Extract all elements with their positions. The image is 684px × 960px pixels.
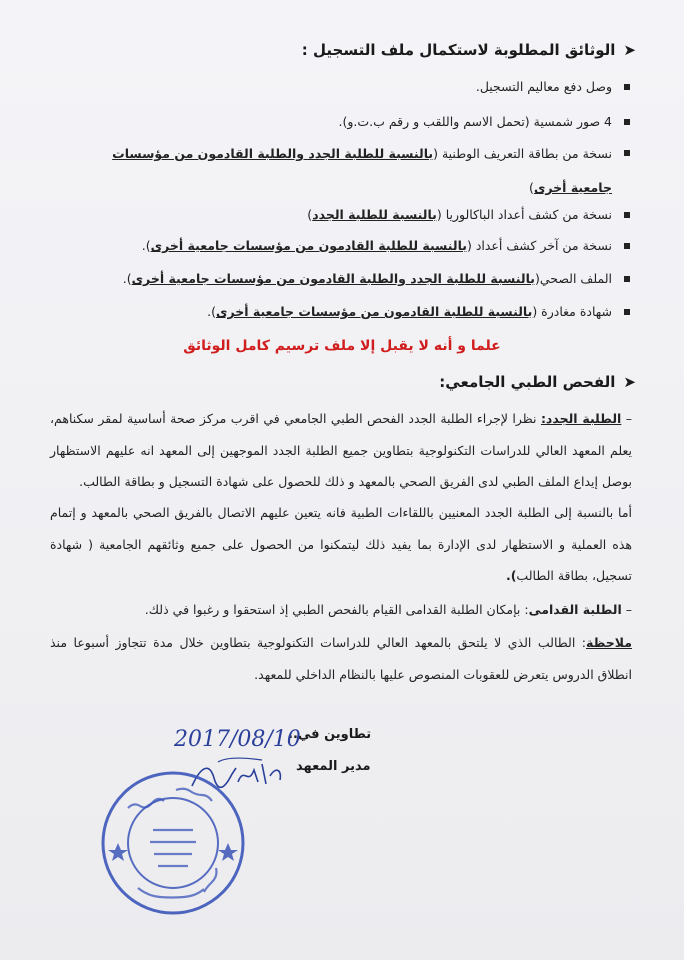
item-text: نسخة من كشف أعداد الباكالوريا ( (436, 207, 612, 222)
item-text: شهادة مغادرة ( (532, 304, 612, 319)
dash: – (621, 602, 632, 617)
paragraph-text: أما بالنسبة إلى الطلبة الجدد المعنيين باللقاءات الطبية فانه يتعين عليهم الاتصال بالفريق الصحي بالمعهد و إتمام هذه العملية و الاستظهار لدى الإدارة بما يفيد ذلك ليتمكنوا من الحصول على جميع وثائقهم الجامعية ( شهادة تسجيل، بطاقة الطالب (50, 505, 632, 583)
place-date-label: تطاوين في.. (288, 727, 372, 742)
director-title: مدير المعهد (296, 759, 371, 774)
paragraph-label: ملاحظة (586, 635, 632, 650)
official-stamp (98, 768, 248, 918)
item-emphasis: بالنسبة للطلبة الجدد والطلبة القادمون من مؤسسات (112, 146, 434, 161)
medical-exam-heading (439, 373, 636, 391)
item-emphasis: جامعية أخرى (533, 180, 612, 195)
item-text: نسخة من آخر كشف أعداد ( (466, 238, 612, 253)
director-label (296, 759, 371, 774)
item-emphasis: بالنسبة للطلبة الجدد والطلبة القادمون من مؤسسات جامعية أخرى (131, 271, 535, 286)
square-bullet-icon (624, 212, 630, 218)
date-text: 2017/08/10 (174, 727, 301, 752)
heading-text: الوثائق المطلوبة لاستكمال ملف التسجيل : (301, 41, 616, 59)
item-emphasis: بالنسبة للطلبة الجدد (312, 207, 437, 222)
square-bullet-icon (624, 119, 630, 125)
item-text: ). (141, 238, 151, 253)
note-paragraph (50, 627, 632, 690)
square-bullet-icon (624, 150, 630, 156)
arrow-bullet-icon: ➤ (623, 41, 636, 59)
document-item (70, 299, 612, 325)
required-documents-heading (302, 41, 636, 59)
paragraph-text: : الطالب الذي لا يلتحق بالمعهد العالي للدراسات التكنولوجية بتطاوين خلال مدة تتجاوز أسبوعا منذ انطلاق الدروس يتعرض للعقوبات المنصوص عليها بالنظام الداخلي للمعهد. (50, 635, 632, 682)
item-emphasis: بالنسبة للطلبة القادمون من مؤسسات جامعية أخرى (150, 238, 467, 253)
item-text: ). (122, 271, 132, 286)
square-bullet-icon (624, 309, 630, 315)
item-text: وصل دفع معاليم التسجيل. (475, 79, 612, 94)
complete-file-notice: علما و أنه لا يقبل إلا ملف ترسيم كامل الوثائق (183, 338, 501, 354)
square-bullet-icon (624, 84, 630, 90)
document-item (70, 74, 612, 100)
arrow-bullet-icon: ➤ (623, 373, 636, 391)
paragraph-label: الطلبة القدامى (528, 602, 622, 617)
item-text: 4 صور شمسية (تحمل الاسم واللقب و رقم ب.ت.و). (338, 114, 612, 129)
document-item (70, 202, 612, 228)
square-bullet-icon (624, 276, 630, 282)
document-item (70, 137, 612, 205)
medical-meetings-paragraph (50, 497, 632, 592)
paragraph-text: نظرا لإجراء الطلبة الجدد الفحص الطبي الجامعي في اقرب مركز صحة أساسية لمقر سكناهم، يعلم المعهد العالي للدراسات التكنولوجية بتطاوين جميع الطلبة الجدد الموجهين إلى المعهد انه عليهم الاستظهار بوصل إيداع الملف الطبي لدى الفريق الصحي بالمعهد و ذلك للحصول على شهادة التسجيل و بطاقة الطالب. (50, 411, 632, 489)
dash: – (621, 411, 632, 426)
document-item (70, 266, 612, 292)
item-text: ) (307, 207, 313, 222)
new-students-paragraph (50, 403, 632, 498)
item-text: ). (207, 304, 216, 319)
item-emphasis: بالنسبة للطلبة القادمون من مؤسسات جامعية أخرى (216, 304, 533, 319)
document-item (70, 109, 612, 135)
item-text: الملف الصحي( (534, 271, 612, 286)
item-text: ) (529, 180, 534, 195)
paragraph-text: : بإمكان الطلبة القدامى القيام بالفحص الطبي إذ استحقوا و رغبوا في ذلك. (144, 602, 529, 617)
item-text: نسخة من بطاقة التعريف الوطنية ( (433, 146, 612, 161)
document-item (70, 233, 612, 259)
heading-text: الفحص الطبي الجامعي: (439, 373, 616, 391)
handwritten-date (170, 712, 370, 762)
old-students-paragraph (50, 594, 632, 626)
square-bullet-icon (624, 243, 630, 249)
paragraph-end: ). (505, 568, 517, 583)
paragraph-label: الطلبة الجدد: (540, 411, 622, 426)
